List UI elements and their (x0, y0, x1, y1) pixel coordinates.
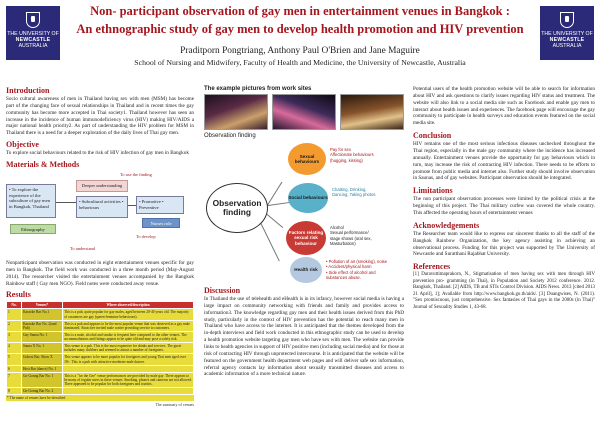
table-cell-venue: Go-Gonng Bar No. 2 (21, 388, 62, 395)
node-list-item: Affectionate behaviours (330, 152, 374, 158)
table-cell-venue: Sauna X No. 1 (21, 343, 62, 354)
observation-label: Observation finding (204, 133, 256, 139)
node-list-risk (330, 225, 372, 247)
crest-icon (560, 12, 574, 28)
node-list-item: • Side effect of alcohol and (326, 269, 376, 275)
materials-text: Nonparticipant observation was conducted in eight entertainment venues specific for gay men in Bangkok. The field work was conducted in a three month period (May-August 2014). The researcher visited the entertainment venues accompanied by the Bangkok Rainbow staff ( Gay men NGO). Field notes were conducted away venue. (6, 260, 194, 287)
flow-box-ethnography: Ethnography (10, 224, 56, 234)
table-cell-desc: This is a male, alcohol and smoke is frequent here compared to the other venues. The accommodations and fittings appear to be quite old and may pose a safety risk. (63, 331, 194, 342)
observation-diagram (204, 141, 404, 283)
node-list-item: stage shows (oral sex, (330, 235, 372, 241)
diagram-connector (266, 213, 283, 228)
table-cell-venue: Gay Sauna No. 1 (21, 331, 62, 342)
acknowledgements-heading: Acknowledgements (413, 220, 480, 230)
node-list-item: substances abuse. (326, 275, 361, 281)
table-cell-venue: Go-Gonng Bar No. 1 (21, 372, 62, 387)
node-list-item: Chatting, Drinking, (332, 187, 367, 192)
node-social-behaviours: Social behaviours (288, 183, 328, 213)
work-site-photo-3 (340, 94, 404, 130)
node-list-item: Sexual performance/ (330, 230, 369, 236)
flow-top-label: To use the finding (120, 172, 152, 178)
methods-flow-diagram (6, 172, 194, 256)
node-list-item: Alcohol (330, 225, 344, 230)
node-list-item: (hugging, kissing) (330, 157, 363, 163)
flow-box-explore: • To explore the experience of the subculture of gay men in Bangkok, Thailand (6, 184, 56, 218)
authors: Praditporn Pongtriang, Anthony Paul O'Brien and Jane Maguire (180, 46, 420, 56)
flow-bottom-right-label: To develop (136, 234, 156, 240)
node-sexual-behaviours: Sexual behaviours (288, 143, 326, 175)
table-row (7, 343, 194, 354)
table-row (7, 354, 194, 365)
diagram-connector (268, 202, 290, 206)
discussion-heading: Discussion (204, 286, 241, 295)
flow-box-subculture: • Subcultural activities • behaviours (76, 196, 128, 218)
table-cell-no: 2 (7, 320, 22, 331)
references-heading: References (413, 262, 451, 272)
observation-center-node: Observation finding (206, 183, 268, 233)
poster-header (0, 0, 600, 82)
table-cell-desc: This venue is a pub. This is the most expensive for drinks and services. The guest includes many clubbers and seemed to attract a number of foreigners. (63, 343, 194, 354)
poster-title-line1: Non- participant observation of gay men in entertainment venues in Bangkok : (90, 4, 510, 18)
pictures-heading: The example pictures from work sites (204, 86, 312, 92)
results-note: * The name of venues have be identified (6, 395, 194, 401)
col-header-description: Where observed/description (63, 302, 194, 309)
table-cell-desc: This is a pub, quite popular for gay males, aged between 20-40 years old. The majority of customers are gay (queen-feminine behaviours). (63, 309, 194, 320)
results-caption: The summary of venues (155, 402, 194, 408)
table-cell-desc (63, 388, 194, 395)
table-row (7, 320, 194, 331)
table-row (7, 365, 194, 372)
column-middle (204, 86, 404, 378)
table-cell-no: 7 (7, 372, 22, 387)
poster-title-line2: An ethnographic study of gay men to develop health promotion and HIV prevention (76, 22, 524, 36)
col-header-no: No. (7, 302, 22, 309)
flow-arrow (56, 202, 76, 203)
node-list-item: • Pollution of air (smoking), noise (326, 259, 388, 264)
table-cell-venue: Gohost Bar, Show X (21, 354, 62, 365)
logo-text-line2: NEWCASTLE (15, 37, 51, 44)
node-list-item: Dancing, Taking photos (332, 192, 376, 198)
table-row (7, 372, 194, 387)
table-cell-no: 3 (7, 331, 22, 342)
table-cell-no: 8 (7, 388, 22, 395)
discussion-text: In Thailand the use of telehealth and eHealth is in its infancy, however social media is having a large impact on community networking with friends and family and provides access to information3. The knowledge regarding gay men and their health issues derived from this PhD study, particularly in the context of HIV prevention has the potential to reach many men in Thailand who have access to the internet. It is anticipated that the themes developed from the in-depth interviews and field work conducted in this ethnographic study can be used to develop a health promotion website targeting gay men who have sex with men. The website can provide links to health agencies in support of HIV positive men (including social media) and for those at risk of contracting HIV through unprotected intercourse. It is anticipated that the website will be featured on the government health department web pages and will deliver safe sex information, referral agency contacts lay information about sexually transmitted diseases and access to academic information of a more technical nature. (204, 296, 404, 378)
table-cell-venue: Karaoke Bar No.1 (21, 309, 62, 320)
affiliation: School of Nursing and Midwifery, Faculty of Health and Medicine, the University of Newcastle, Australia (134, 58, 466, 67)
node-list-social (332, 187, 375, 198)
table-cell-desc: This is a pub and appears to be the most popular venue that was observed as a gay male dominated. Attractive invited male waiter providing service to customers. (63, 320, 194, 331)
introduction-text: Socio cultural awareness of men in Thailand having sex with men (MSM) has become part of the changing face of sexual relationships in Thailand and in recent times the gay community has become more accepted in Thai society1. Thailand however has seen an increase in the incidence of human immunodeficiency virus (HIV) making HIV/AIDS a major national health priority2. As part of understanding the HIV problem for MSM in Thailand there is a need for a deeper exploration of the daily lives of Thai gay men. (6, 96, 194, 137)
conclusion-text: HIV remains one of the most serious infectious diseases unchecked throughout the Thai region, especially in the male gay community where the incidence has increased annually. Entertainment venues provide the opportunity for gay behaviours which in turn, may increase the risk of contracting HIV infection. There needs to be efforts to promote from public media and internet also. Further study should involve observation in Saunas, and of gay websites. Participant observation should be integrated. (413, 141, 595, 182)
col-header-venue: Venues* (21, 302, 62, 309)
column-left (6, 86, 194, 407)
results-table-body (7, 309, 194, 395)
limitations-heading: Limitations (413, 186, 453, 196)
crest-icon (26, 12, 40, 28)
materials-heading: Materials & Methods (6, 160, 80, 170)
table-row (7, 331, 194, 342)
node-risk-factors: Factors relating sexual risk behaviour (286, 221, 326, 255)
objective-text: To explore social behaviours related to the risk of HIV infection of gay men in Bangkok (6, 150, 189, 157)
table-cell-no: 6 (7, 365, 22, 372)
table-row (7, 388, 194, 395)
results-header-row (7, 302, 194, 309)
node-list-item: • Accident/physical harm (326, 264, 372, 270)
objective-heading: Objective (6, 140, 39, 150)
node-list-sexual (330, 147, 374, 163)
table-cell-no: 5 (7, 354, 22, 365)
logo-text-line2: NEWCASTLE (549, 37, 585, 44)
table-cell-venue: Host Bar (dance) No. 1 (21, 365, 62, 372)
work-site-photo-2 (272, 94, 336, 130)
table-cell-no: 4 (7, 343, 22, 354)
node-health-risk: Health risk (290, 257, 322, 283)
work-site-photo-1 (204, 94, 268, 130)
conclusion-heading: Conclusion (413, 131, 452, 141)
flow-box-promotive: • Promotive • Preventive (136, 196, 184, 214)
results-table (6, 301, 194, 395)
logo-text-line3: AUSTRALIA (552, 43, 582, 50)
flow-box-deeper: Deeper understanding (76, 180, 128, 192)
university-logo-left (6, 6, 60, 60)
acknowledgements-text: The Researcher team would like to express our sincerest thanks to all the staff of the Bangkok Rainbow Organization, the key agency assisting in achieving an observational process. Funding for this project was supported by The University of Newcastle and Suratthani Rajabhat University. (413, 230, 595, 258)
logo-text-line3: AUSTRALIA (18, 43, 48, 50)
table-row (7, 309, 194, 320)
node-list-item: Masturbation) (330, 241, 356, 247)
table-cell-desc: This is a "for the Gee" venue performances are provided by male gay. There appears to be many of regular users in these venues. Smoking, phones and cameras are not allowed. Three appeared to be popular for both foreigners and tourists. (64, 373, 192, 387)
introduction-heading: Introduction (6, 86, 50, 95)
table-cell-desc: This venue appears to be more popular for foreigners and young Thai men aged over 18+. This is a pub with attractive moderate male dancer. (63, 354, 194, 365)
diagram-connector (260, 221, 280, 261)
references-text: [1] Daravuttimaprakorn, N., Stigmatisation of men having sex with men through HIV prevention pro- gramming (in Thai), in Population and Society 2012 conference. 2012. Bangkok, Thailand. [2] AIDS, TB and STIs Control Division. AIDS News. 2013 [cited 2013 21 April], 1]; Available from http://www.bangkok.go.th/aids/. [3] Duangwises, N. (2011). "Sex promiscuous, just comprehensive. Sex fantasies of Thai gays in the 2000s (in Thai)" Journal of Sexuality Studies 1, 43-68. (413, 272, 595, 310)
website-text: Potential users of the health promotion website will be able to search for information about HIV and ask questions to clarify issues regarding HIV status and treatment. The website will also link to a social media site such as Facebook and enable gay men to interact about health issues and experiences. The facebook page will encourage the gay community to participate in health surveys and education events featured on the social media site. (413, 86, 595, 127)
table-cell-desc (63, 365, 194, 372)
flow-box-nurses-role: Nurses role (142, 218, 180, 228)
limitations-text: The non participant observation processes were limited by the political crisis at the beginning of this project. The Thai military curfew was covered the whole country. This affected the operating hours of entertainment venues (413, 196, 595, 217)
logo-text-line1: THE UNIVERSITY OF (7, 31, 59, 37)
flow-arrow (128, 205, 136, 206)
table-cell-venue: Karaoke Bar No. 2(and Pub) (21, 320, 62, 331)
node-list-health (326, 259, 387, 281)
column-right (413, 86, 595, 311)
logo-text-line1: THE UNIVERSITY OF (541, 31, 593, 37)
node-list-item: Pay for sex (330, 147, 351, 152)
results-heading: Results (6, 290, 31, 300)
flow-bottom-label: To understand (70, 246, 95, 252)
university-logo-right (540, 6, 594, 60)
table-cell-no: 1 (7, 309, 22, 320)
work-site-pictures (204, 94, 404, 130)
